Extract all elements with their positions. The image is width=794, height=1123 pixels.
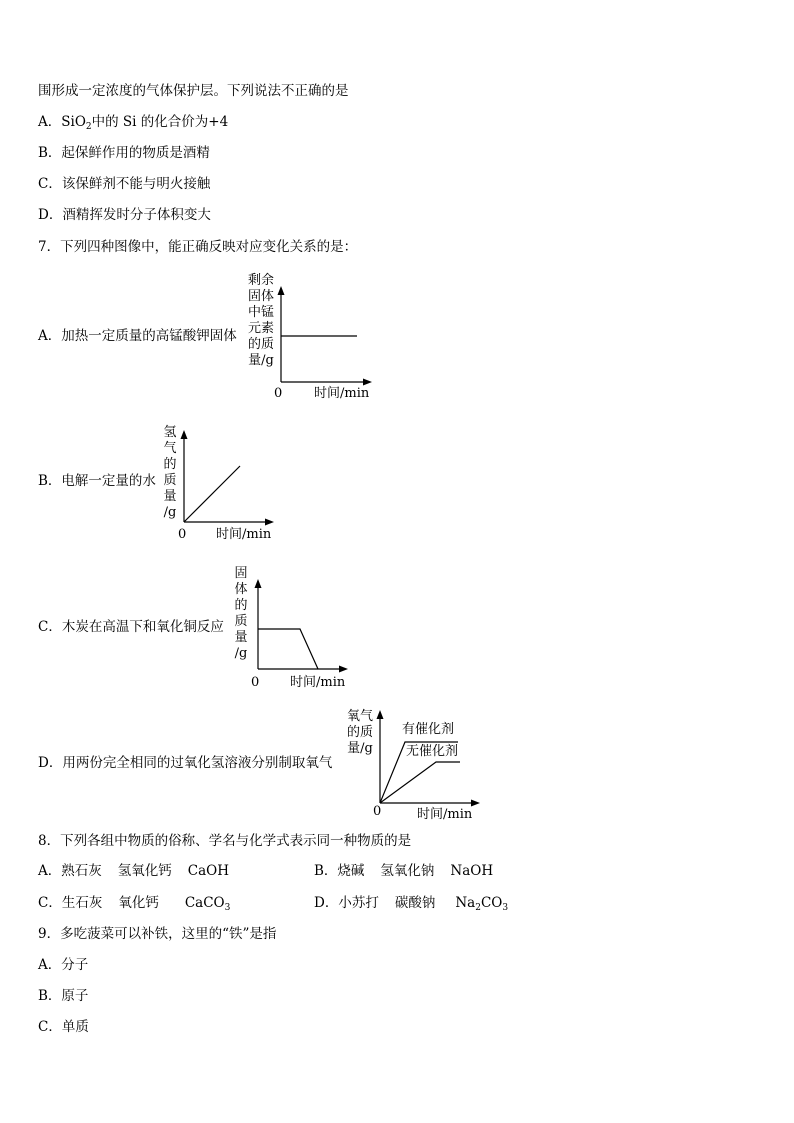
q8-option-b-label: B．烧碱 [314,863,365,879]
chart-c-series-line [258,629,318,669]
chart-d-origin: 0 [373,804,382,819]
q9-option-a: A．分子 [38,957,89,973]
q6-option-a-subscript: 2 [85,122,92,132]
q9-option-c: C．单质 [38,1019,89,1035]
chart-a-origin: 0 [274,386,283,401]
q8-option-a-name: 氢氧化钙 [117,863,172,879]
chart-b-ylabel: 氢 气 的 质 量 /g [163,425,177,520]
q7-option-a-text: A．加热一定质量的高锰酸钾固体 [38,328,237,344]
q7-option-c-text: C．木炭在高温下和氧化铜反应 [38,619,224,635]
q8-option-c-name: 氧化钙 [118,895,159,911]
chart-d-y-arrow [377,710,384,719]
q8-option-b-formula: NaOH [450,863,494,879]
q8-option-a-label: A．熟石灰 [38,863,102,879]
chart-c-x-arrow [339,666,348,673]
chart-d-ylabel: 氧气 的质 量/g [346,709,373,756]
q8-option-d-formula: $Na_2CO_3$ [455,895,509,913]
q6-option-d: D．酒精挥发时分子体积变大 [38,207,211,223]
chart-d-x-arrow [471,800,480,807]
chart-a-y-arrow [278,286,285,295]
chart-a-xlabel: 时间/min [314,386,370,401]
q8-option-d-name: 碳酸钠 [394,895,436,911]
q8-option-d-label: D．小苏打 [314,895,379,911]
q6-option-b: B．起保鲜作用的物质是酒精 [38,145,210,161]
question-9-stem: 9．多吃菠菜可以补铁，这里的“铁”是指 [38,926,277,942]
q6-option-c: C．该保鲜剂不能与明火接触 [38,176,211,192]
q8-option-b [314,862,493,880]
q8-option-d [314,894,508,912]
chart-d-series-no-catalyst [380,762,460,803]
chart-c-ylabel: 固 体 的 质 量 /g [234,566,248,661]
chart-a-x-arrow [363,379,372,386]
q8-option-c-formula: CaCO$_3$ [184,895,231,913]
q6-option-a-suffix: 中的 Si 的化合价为+4 [91,114,229,130]
chart-b-x-arrow [265,519,274,526]
chart-b-xlabel: 时间/min [216,527,272,542]
chart-a-ylabel: 剩余 固体 中锰 元素 的质 量/g [247,273,274,368]
q6-option-a [38,113,228,131]
question-6-stem-continuation: 围形成一定浓度的气体保护层。下列说法不正确的是 [38,83,349,99]
chart-d-xlabel: 时间/min [417,807,473,822]
chart-c-origin: 0 [251,675,260,690]
chart-c-xlabel: 时间/min [290,675,346,690]
chart-b-series-line [184,466,240,522]
chart-b-origin: 0 [178,527,187,542]
question-8-stem: 8．下列各组中物质的俗称、学名与化学式表示同一种物质的是 [38,833,412,849]
q8-option-a [38,862,229,880]
chart-b-y-arrow [181,430,188,439]
chart-d-series-label-no-catalyst: 无催化剂 [406,744,459,759]
q8-option-c [38,894,230,912]
chart-d-series-label-catalyst: 有催化剂 [402,722,455,737]
q7-option-b-text: B．电解一定量的水 [38,473,156,489]
q7-option-d-text: D．用两份完全相同的过氧化氢溶液分别制取氧气 [38,755,333,771]
chart-c-y-arrow [255,579,262,588]
q8-option-c-label: C．生石灰 [38,895,103,911]
q8-option-a-formula: CaOH [187,863,229,879]
q8-option-b-name: 氢氧化钠 [380,863,435,879]
question-7-stem: 7．下列四种图像中，能正确反映对应变化关系的是： [38,239,358,255]
q6-option-a-prefix: A．SiO [38,114,86,130]
q9-option-b: B．原子 [38,988,89,1004]
